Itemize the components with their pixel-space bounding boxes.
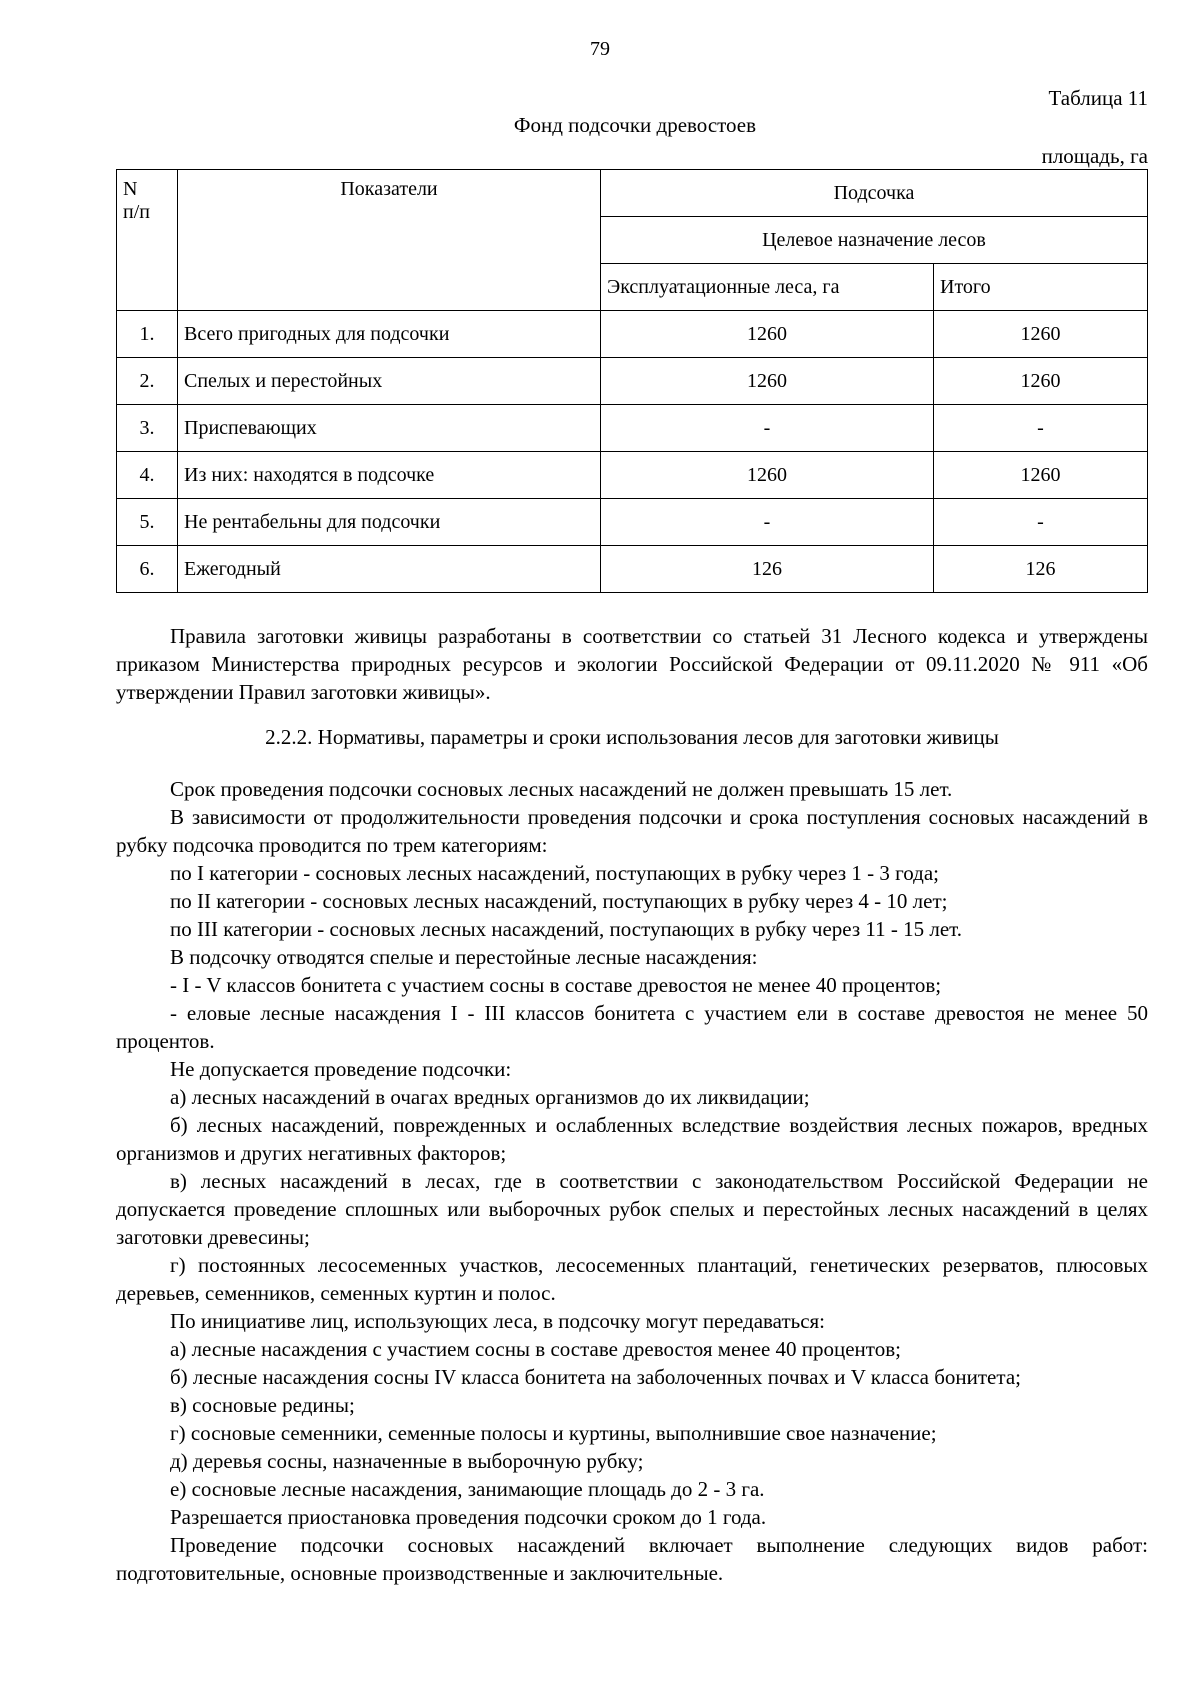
row-indicator: Всего пригодных для подсочки: [178, 311, 601, 358]
row-number: 5.: [117, 499, 178, 546]
row-indicator: Спелых и перестойных: [178, 358, 601, 405]
row-number: 4.: [117, 452, 178, 499]
row-total-value: -: [934, 499, 1148, 546]
intro-paragraph: Правила заготовки живицы разработаны в соответствии со статьей 31 Лесного кодекса и утверждены приказом Министерства природных ресурсов и экологии Российской Федерации от 09.11.2020 № 911 «Об утверждении Правил заготовки живицы».: [116, 624, 1148, 704]
row-total-value: 1260: [934, 452, 1148, 499]
table-row: [117, 358, 1148, 405]
header-tapping: Подсочка: [601, 170, 1148, 217]
row-number: 2.: [117, 358, 178, 405]
row-total-value: 1260: [934, 311, 1148, 358]
paragraph: Проведение подсочки сосновых насаждений включает выполнение следующих видов работ: подготовительные, основные производственные и заключительные.: [116, 1533, 1148, 1585]
paragraph: г) сосновые семенники, семенные полосы и куртины, выполнившие свое назначение;: [170, 1421, 937, 1445]
paragraph: в) сосновые редины;: [170, 1393, 355, 1417]
header-exploit: Эксплуатационные леса, га: [601, 264, 934, 311]
table-row: [117, 546, 1148, 593]
row-exploit-value: 1260: [601, 358, 934, 405]
row-exploit-value: 1260: [601, 452, 934, 499]
table-title: Фонд подсочки древостоев: [513, 113, 757, 137]
row-total-value: 1260: [934, 358, 1148, 405]
header-total: Итого: [934, 264, 1148, 311]
paragraph: - еловые лесные насаждения I - III классов бонитета с участием ели в составе древостоя не менее 50 процентов.: [116, 1001, 1148, 1053]
row-total-value: -: [934, 405, 1148, 452]
header-purpose: Целевое назначение лесов: [601, 217, 1148, 264]
paragraph: Не допускается проведение подсочки:: [170, 1057, 512, 1081]
row-exploit-value: -: [601, 405, 934, 452]
row-indicator: Из них: находятся в подсочке: [178, 452, 601, 499]
paragraph: по II категории - сосновых лесных насаждений, поступающих в рубку через 4 - 10 лет;: [170, 889, 948, 913]
table-header-row-1: [117, 170, 1148, 217]
row-indicator: Приспевающих: [178, 405, 601, 452]
body-text: [116, 622, 1148, 1587]
table-number: Таблица 11: [1048, 86, 1148, 110]
row-indicator: Не рентабельны для подсочки: [178, 499, 601, 546]
table-row: [117, 311, 1148, 358]
paragraph: Срок проведения подсочки сосновых лесных насаждений не должен превышать 15 лет.: [170, 777, 953, 801]
paragraph: по I категории - сосновых лесных насаждений, поступающих в рубку через 1 - 3 года;: [170, 861, 939, 885]
row-number: 3.: [117, 405, 178, 452]
paragraph: По инициативе лиц, использующих леса, в подсочку могут передаваться:: [170, 1309, 826, 1333]
table-row: [117, 499, 1148, 546]
paragraph: В зависимости от продолжительности проведения подсочки и срока поступления сосновых насаждений в рубку подсочка проводится по трем категориям:: [116, 805, 1148, 857]
page-number: 79: [590, 38, 610, 60]
table-row: [117, 405, 1148, 452]
table-row: [117, 452, 1148, 499]
paragraph: В подсочку отводятся спелые и перестойные лесные насаждения:: [170, 945, 758, 969]
row-number: 6.: [117, 546, 178, 593]
header-indicators: Показатели: [178, 170, 601, 311]
table-units: площадь, га: [1041, 144, 1148, 168]
paragraph: а) лесных насаждений в очагах вредных организмов до их ликвидации;: [170, 1085, 810, 1109]
paragraph: по III категории - сосновых лесных насаждений, поступающих в рубку через 11 - 15 лет.: [170, 917, 963, 941]
paragraph: а) лесные насаждения с участием сосны в составе древостоя менее 40 процентов;: [170, 1337, 901, 1361]
paragraph: б) лесные насаждения сосны IV класса бонитета на заболоченных почвах и V класса бонитета;: [170, 1365, 1021, 1389]
row-exploit-value: 1260: [601, 311, 934, 358]
header-np: N п/п: [117, 170, 178, 311]
paragraph: е) сосновые лесные насаждения, занимающие площадь до 2 - 3 га.: [170, 1477, 765, 1501]
paragraph: г) постоянных лесосеменных участков, лесосеменных плантаций, генетических резерватов, плюсовых деревьев, семенников, семенных куртин и полос.: [116, 1253, 1148, 1305]
paragraph: - I - V классов бонитета с участием сосны в составе древостоя не менее 40 процентов;: [170, 973, 942, 997]
paragraph: д) деревья сосны, назначенные в выборочную рубку;: [170, 1449, 644, 1473]
paragraph: Разрешается приостановка проведения подсочки сроком до 1 года.: [170, 1505, 767, 1529]
row-exploit-value: 126: [601, 546, 934, 593]
tapping-fund-table: [116, 169, 1148, 593]
paragraph: б) лесных насаждений, поврежденных и ослабленных вследствие воздействия лесных пожаров, вредных организмов и других негативных факторов;: [116, 1113, 1148, 1165]
row-indicator: Ежегодный: [178, 546, 601, 593]
row-total-value: 126: [934, 546, 1148, 593]
section-heading: 2.2.2. Нормативы, параметры и сроки использования лесов для заготовки живицы: [265, 725, 999, 749]
row-number: 1.: [117, 311, 178, 358]
row-exploit-value: -: [601, 499, 934, 546]
paragraph: в) лесных насаждений в лесах, где в соответствии с законодательством Российской Федерации не допускается проведение сплошных или выборочных рубок спелых и перестойных лесных насаждений в целях заготовки древесины;: [116, 1169, 1148, 1249]
